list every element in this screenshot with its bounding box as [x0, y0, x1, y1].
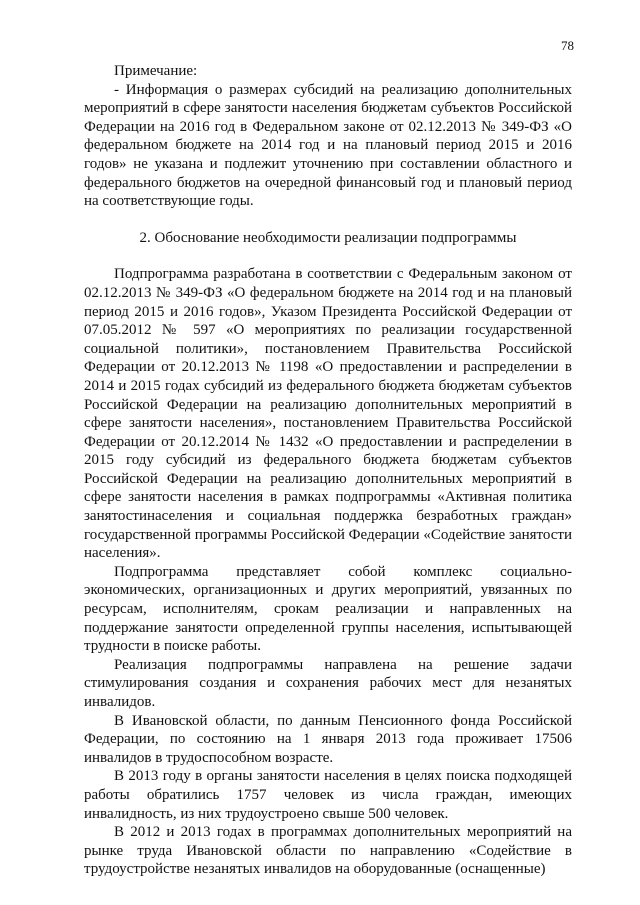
paragraph-legal-basis: Подпрограмма разработана в соответствии с Федеральным законом от 02.12.2013 № 349-ФЗ «О федеральном бюджете на 2014 год и на плановый период 2015 и 2016 годов», Указом Президента Российской Федерации от 07.05.2012 № 597 «О мероприятиях по реализации государственной социальной политики», постановлением Правительства Российской Федерации от 20.12.2013 № 1198 «О предоставлении и распределении в 2014 и 2015 годах субсидий из федерального бюджета бюджетам субъектов Российской Федерации на реализацию дополнительных мероприятий в сфере занятости населения», постановлением Правительства Российской Федерации от 20.12.2014 № 1432 «О предоставлении и распределении в 2015 году субсидий из федерального бюджета бюджетам субъектов Российской Федерации на реализацию дополнительных мероприятий в сфере занятости населения в рамках подпрограммы «Активная политика занятостинаселения и социальная поддержка безработных граждан» государственной программы Российской Федерации «Содействие занятости населения».	[84, 266, 572, 562]
paragraph-2013-employment: В 2013 году в органы занятости населения в целях поиска подходящей работы обратились 1757 человек из числа граждан, имеющих инвалидность, из них трудоустроено свыше 500 человек.	[84, 768, 572, 822]
page-number: 78	[561, 38, 574, 53]
paragraph-pension-fund-data: В Ивановской области, по данным Пенсионного фонда Российской Федерации, по состоянию на 1 января 2013 года проживает 17506 инвалидов в трудоспособном возрасте.	[84, 712, 572, 766]
paragraph-program-description: Подпрограмма представляет собой комплекс социально-экономических, организационных и других мероприятий, увязанных по ресурсам, исполнителям, срокам реализации и направленных на поддержание занятости определенной группы населения, испытывающей трудности в поиске работы.	[84, 563, 572, 655]
note-title: Примечание:	[114, 63, 198, 79]
paragraph-program-goal: Реализация подпрограммы направлена на решение задачи стимулирования создания и сохранения рабочих мест для незанятых инвалидов.	[84, 656, 572, 710]
section-heading: 2. Обоснование необходимости реализации подпрограммы	[139, 229, 517, 246]
paragraph-2012-2013-programs: В 2012 и 2013 годах в программах дополнительных мероприятий на рынке труда Ивановской области по направлению «Содействие в трудоустройстве незанятых инвалидов на оборудованные (оснащенные)	[84, 824, 572, 878]
document-body	[84, 62, 572, 879]
note-text: - Информация о размерах субсидий на реализацию дополнительных мероприятий в сфере занятости населения бюджетам субъектов Российской Федерации на 2016 год в Федеральном законе от 02.12.2013 № 349-ФЗ «О федеральном бюджете на 2014 год и на плановый период 2015 и 2016 годов» не указана и подлежит уточнению при составлении областного и федерального бюджетов на очередной финансовый год и плановый период на соответствующие годы.	[84, 81, 572, 210]
